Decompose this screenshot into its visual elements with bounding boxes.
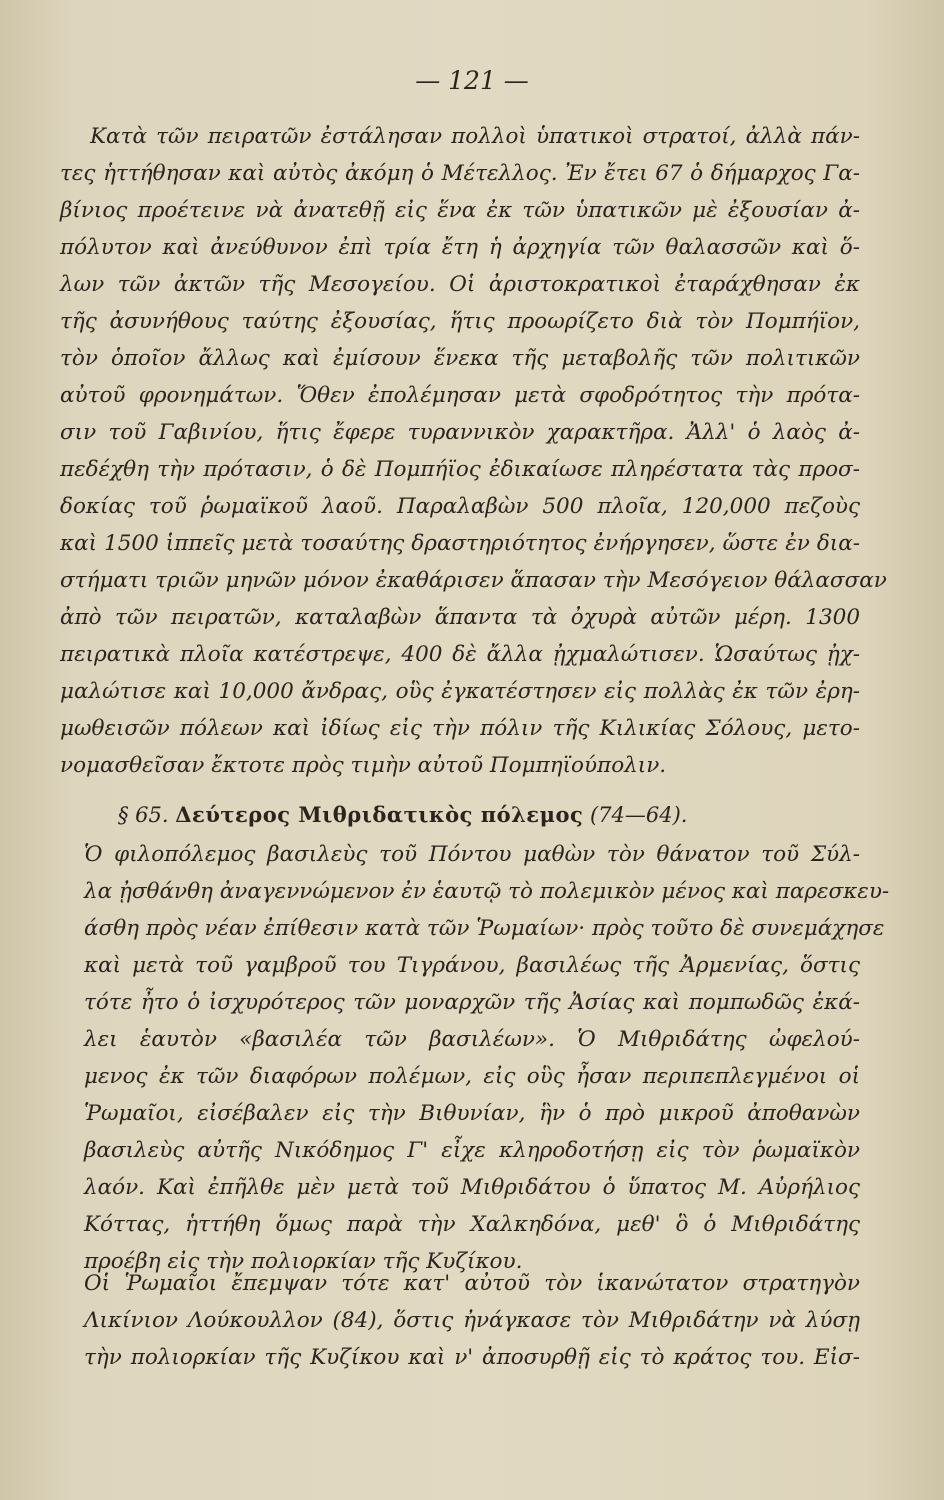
paragraph-mithridates bbox=[60, 836, 890, 1280]
paragraph-lucullus bbox=[60, 1265, 860, 1376]
text-line: Οἱ Ῥωμαῖοι ἔπεμψαν τότε κατ' αὐτοῦ τὸν ἱκανώτατον στρατηγὸν bbox=[84, 1271, 860, 1296]
text-line: νομασθεῖσαν ἔκτοτε πρὸς τιμὴν αὐτοῦ Πομπηϊούπολιν. bbox=[60, 753, 667, 778]
text-line: μωθεισῶν πόλεων καὶ ἰδίως εἰς τὴν πόλιν τῆς Κιλικίας Σόλους, μετο- bbox=[60, 716, 860, 741]
text-line: μενος ἐκ τῶν διαφόρων πολέμων, εἰς οὓς ἦσαν περιπεπλεγμένοι οἱ bbox=[84, 1064, 860, 1089]
text-line: τὸν ὁποῖον ἄλλως καὶ ἐμίσουν ἕνεκα τῆς μεταβολῆς τῶν πολιτικῶν bbox=[60, 346, 860, 371]
section-dates: (74—64). bbox=[589, 803, 688, 827]
text-line: καὶ μετὰ τοῦ γαμβροῦ του Τιγράνου, βασιλέως τῆς Ἀρμενίας, ὅστις bbox=[84, 953, 860, 978]
text-line: λαόν. Καὶ ἐπῆλθε μὲν μετὰ τοῦ Μιθριδάτου ὁ ὕπατος Μ. Αὐρήλιος bbox=[84, 1175, 860, 1200]
text-line: Λικίνιον Λούκουλλον (84), ὅστις ἠνάγκασε τὸν Μιθριδάτην νὰ λύσῃ bbox=[84, 1308, 860, 1333]
paragraph-pirates bbox=[60, 118, 887, 784]
text-line: τῆς ἀσυνήθους ταύτης ἐξουσίας, ἥτις προωρίζετο διὰ τὸν Πομπήϊον, bbox=[60, 309, 860, 334]
page-number: — 121 — bbox=[415, 66, 529, 95]
text-line: αὐτοῦ φρονημάτων. Ὅθεν ἐπολέμησαν μετὰ σφοδρότητος τὴν πρότα- bbox=[60, 383, 860, 408]
text-line: τες ἡττήθησαν καὶ αὐτὸς ἀκόμη ὁ Μέτελλος. Ἐν ἔτει 67 ὁ δήμαρχος Γα- bbox=[60, 161, 860, 186]
text-line: ἀπὸ τῶν πειρατῶν, καταλαβὼν ἅπαντα τὰ ὀχυρὰ αὐτῶν μέρη. 1300 bbox=[60, 605, 860, 630]
text-line: στήματι τριῶν μηνῶν μόνον ἐκαθάρισεν ἅπασαν τὴν Μεσόγειον θάλασσαν bbox=[60, 568, 887, 593]
text-line: λα ᾐσθάνθη ἀναγεννώμενον ἐν ἑαυτῷ τὸ πολεμικὸν μένος καὶ παρεσκευ- bbox=[84, 879, 890, 904]
text-line: άσθη πρὸς νέαν ἐπίθεσιν κατὰ τῶν Ῥωμαίων· πρὸς τοῦτο δὲ συνεμάχησε bbox=[84, 916, 885, 941]
text-line: βασιλεὺς αὐτῆς Νικόδημος Γ' εἶχε κληροδοτήσῃ εἰς τὸν ῥωμαϊκὸν bbox=[84, 1138, 860, 1163]
text-line: δοκίας τοῦ ῥωμαϊκοῦ λαοῦ. Παραλαβὼν 500 πλοῖα, 120,000 πεζοὺς bbox=[60, 494, 860, 519]
text-line: καὶ 1500 ἱππεῖς μετὰ τοσαύτης δραστηριότητος ἐνήργησεν, ὥστε ἐν δια- bbox=[60, 531, 860, 556]
section-number: § 65. bbox=[118, 803, 169, 827]
text-line: Κόττας, ἡττήθη ὅμως παρὰ τὴν Χαλκηδόνα, μεθ' ὃ ὁ Μιθριδάτης bbox=[84, 1212, 860, 1237]
text-line: λει ἑαυτὸν «βασιλέα τῶν βασιλέων». Ὁ Μιθριδάτης ὠφελού- bbox=[84, 1027, 860, 1052]
text-line: προέβη εἰς τὴν πολιορκίαν τῆς Κυζίκου. bbox=[84, 1249, 523, 1274]
text-line: βίνιος προέτεινε νὰ ἀνατεθῇ εἰς ἕνα ἐκ τῶν ὑπατικῶν μὲ ἐξουσίαν ἀ- bbox=[60, 198, 860, 223]
text-line: πόλυτον καὶ ἀνεύθυνον ἐπὶ τρία ἔτη ἡ ἀρχηγία τῶν θαλασσῶν καὶ ὅ- bbox=[60, 235, 860, 260]
text-line: τὴν πολιορκίαν τῆς Κυζίκου καὶ ν' ἀποσυρθῇ εἰς τὸ κράτος του. Εἰσ- bbox=[84, 1345, 860, 1370]
text-line: Ὁ φιλοπόλεμος βασιλεὺς τοῦ Πόντου μαθὼν τὸν θάνατον τοῦ Σύλ- bbox=[84, 842, 860, 867]
text-line: σιν τοῦ Γαβινίου, ἥτις ἔφερε τυραννικὸν χαρακτῆρα. Ἀλλ' ὁ λαὸς ἀ- bbox=[60, 420, 860, 445]
section-title: Δεύτερος Μιθριδατικὸς πόλεμος bbox=[175, 802, 584, 827]
text-line: λων τῶν ἀκτῶν τῆς Μεσογείου. Οἱ ἀριστοκρατικοὶ ἐταράχθησαν ἐκ bbox=[60, 272, 860, 297]
text-line: Ῥωμαῖοι, εἰσέβαλεν εἰς τὴν Βιθυνίαν, ἣν ὁ πρὸ μικροῦ ἀποθανὼν bbox=[84, 1101, 860, 1126]
text-line: πειρατικὰ πλοῖα κατέστρεψε, 400 δὲ ἄλλα ᾐχμαλώτισεν. Ὡσαύτως ᾐχ- bbox=[60, 642, 860, 667]
text-line: τότε ἦτο ὁ ἰσχυρότερος τῶν μοναρχῶν τῆς Ἀσίας καὶ πομπωδῶς ἐκά- bbox=[84, 990, 860, 1015]
text-line: μαλώτισε καὶ 10,000 ἄνδρας, οὓς ἐγκατέστησεν εἰς πολλὰς ἐκ τῶν ἐρη- bbox=[60, 679, 860, 704]
section-heading bbox=[118, 800, 878, 830]
text-line: πεδέχθη τὴν πρότασιν, ὁ δὲ Πομπήϊος ἐδικαίωσε πληρέστατα τὰς προσ- bbox=[60, 457, 860, 482]
text-line: Κατὰ τῶν πειρατῶν ἐστάλησαν πολλοὶ ὑπατικοὶ στρατοί, ἀλλὰ πάν- bbox=[90, 124, 860, 149]
